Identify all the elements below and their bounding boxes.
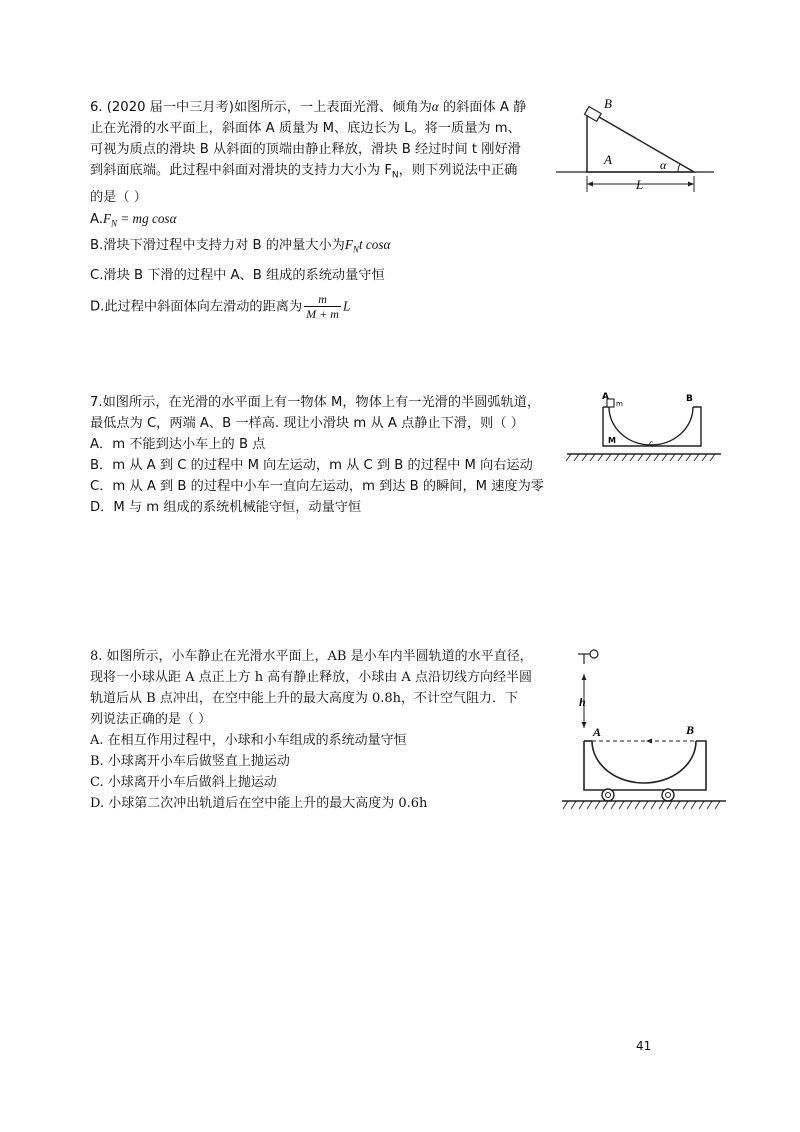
q7-line-2: 最低点为 C，两端 A、B 一样高. 现让小滑块 m 从 A 点静止下滑，则（ ）: [90, 416, 524, 431]
q7-option-a: A．m 不能到达小车上的 B 点: [90, 437, 266, 452]
q6-fig-label-alpha: α: [660, 158, 667, 172]
q8-option-d: D. 小球第二次冲出轨道后在空中能上升的最大高度为 0.6h: [90, 796, 428, 811]
q6-incline-figure: [556, 96, 716, 200]
q6-fraction: $\frac{m}{M + m}$: [306, 291, 339, 321]
question-7: [90, 392, 544, 518]
q8-fig-label-h: h: [579, 695, 586, 709]
q8-cart-figure: [560, 644, 730, 820]
q6-option-d: D.此过程中斜面体向左滑动的距离为 $\frac{m}{M + m}$ L: [90, 291, 351, 321]
question-6: [90, 96, 526, 321]
q6-fig-label-a: A: [604, 152, 612, 167]
q6-line-4: 到斜面底端。此过程中斜面对滑块的支持力大小为 $F_N$，则下列说法中正确: [90, 163, 518, 181]
q8-option-a: A. 在相互作用过程中，小球和小车组成的系统动量守恒: [90, 733, 407, 748]
q7-line-1: 7.如图所示，在光滑的水平面上有一物体 M，物体上有一光滑的半圆弧轨道，: [90, 395, 541, 410]
q6-line-5: 的是（ ）: [90, 189, 147, 205]
q7-fig-label-b: B: [686, 394, 693, 404]
q8-line-4: 列说法正确的是（ ）: [90, 712, 212, 727]
q8-option-c: C. 小球离开小车后做斜上抛运动: [90, 775, 277, 790]
q7-option-b: B．m 从 A 到 C 的过程中 M 向左运动，m 从 C 到 B 的过程中 M 向右运动: [90, 458, 533, 473]
q7-fig-label-a: A: [602, 392, 609, 402]
q7-semicircle-cart-figure: [563, 390, 723, 466]
q8-option-b: B. 小球离开小车后做竖直上抛运动: [90, 754, 290, 769]
question-8: [90, 646, 533, 814]
q6-line-1: 6. (2020 届一中三月考)如图所示，一上表面光滑、倾角为α 的斜面体 A 静: [90, 99, 527, 115]
q8-fig-label-a: A: [593, 725, 602, 739]
q7-option-d: D．M 与 m 组成的系统机械能守恒，动量守恒: [90, 500, 362, 515]
page-number: 41: [636, 1039, 652, 1053]
q6-fig-label-b: B: [604, 96, 612, 111]
q8-line-3: 轨道后从 B 点冲出，在空中能上升的最大高度为 0.8h，不计空气阻力．下: [90, 691, 518, 706]
q8-line-1: 8. 如图所示，小车静止在光滑水平面上，AB 是小车内半圆轨道的水平直径，: [90, 649, 533, 664]
q6-option-c: C.滑块 B 下滑的过程中 A、B 组成的系统动量守恒: [90, 267, 385, 283]
q7-fig-label-m: m: [616, 400, 623, 408]
q6-line-3: 可视为质点的滑块 B 从斜面的顶端由静止释放，滑块 B 经过时间 t 刚好滑: [90, 142, 521, 157]
q6-option-b: B.滑块下滑过程中支持力对 B 的冲量大小为$F_Nt$ cosα: [90, 237, 391, 255]
q8-line-2: 现将一小球从距 A 点正上方 h 高有静止释放，小球由 A 点沿切线方向经半圆: [90, 670, 532, 685]
q6-line-2: 止在光滑的水平面上，斜面体 A 质量为 M、底边长为 L。将一质量为 m、: [90, 121, 521, 136]
q7-option-c: C．m 从 A 到 B 的过程中小车一直向左运动，m 到达 B 的瞬间，M 速度为零: [90, 479, 544, 494]
q8-fig-label-b: B: [686, 723, 695, 737]
q7-fig-label-big-m: M: [608, 436, 616, 445]
q6-option-a: $A.F_N$ = mg cosα: [90, 210, 177, 229]
q7-fig-label-c: c: [649, 439, 654, 448]
q6-fig-label-l: L: [636, 177, 644, 192]
